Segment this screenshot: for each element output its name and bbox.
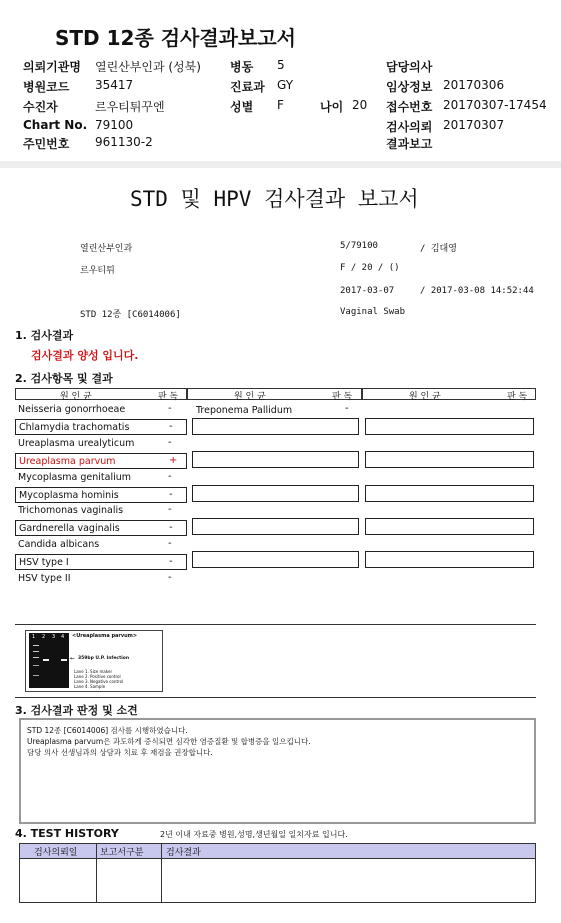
header-value: 르우티튀꾸엔	[95, 100, 165, 114]
gel-image-frame	[25, 630, 163, 692]
section4-note: 2년 이내 자료중 병원,성명,생년월일 일치자료 입니다.	[160, 830, 348, 839]
history-col-divider	[161, 844, 162, 902]
gel-band	[33, 675, 39, 676]
opinion-line-3: 담당 의사 선생님과의 상담과 치료 후 재검을 권장합니다.	[27, 748, 213, 757]
gel-legend-3: Lane 3. Negative control	[74, 679, 124, 684]
gel-divider	[15, 624, 536, 625]
result-item-name: Candida albicans	[18, 539, 100, 550]
opinion-line-2: Ureaplasma parvum은 과도하게 증식되면 심각한 염증질환 및 합병증을 일으킵니다.	[27, 737, 311, 746]
col2-header-name: 원 인 균	[234, 392, 266, 402]
result-item-name: Mycoplasma hominis	[19, 490, 119, 501]
col2-item-judge: -	[345, 403, 349, 414]
header-value: 20170307	[443, 118, 505, 132]
history-header-result: 검사결과	[166, 848, 201, 858]
col1-header-name: 원 인 균	[60, 392, 92, 402]
info-doctor: / 김대영	[420, 244, 457, 254]
header-value: 열린산부인과 (성북)	[95, 60, 201, 74]
header-value: 20170306	[443, 78, 505, 92]
result-item-name: Ureaplasma urealyticum	[18, 438, 135, 449]
gel-lane-4: 4	[61, 634, 65, 640]
header-value: 79100	[95, 118, 134, 132]
gel-legend-2: Lane 2. Positive control	[74, 674, 121, 679]
result-item-judge: -	[168, 471, 172, 482]
result-item-name: Chlamydia trachomatis	[19, 422, 130, 433]
result-item-name: Mycoplasma genitalium	[18, 472, 132, 483]
section3-title: 3. 검사결과 판정 및 소견	[15, 704, 138, 717]
result-item-judge: -	[169, 556, 173, 567]
result-item-name: HSV type II	[18, 573, 71, 584]
header-label: 의뢰기관명	[23, 60, 81, 74]
empty-result-box	[192, 485, 359, 502]
result-item-name: Ureaplasma parvum	[19, 456, 116, 467]
info-date-reported: / 2017-03-08 14:52:44	[420, 286, 534, 296]
result-item-judge: -	[168, 538, 172, 549]
result-item-name: Gardnerella vaginalis	[19, 523, 120, 534]
gel-band	[43, 659, 49, 661]
gel-legend-1: Lane 1. Size maker	[74, 669, 113, 674]
info-hospital: 열린산부인과	[80, 244, 133, 254]
report-title: STD 및 HPV 검사결과 보고서	[130, 187, 419, 211]
col3-header-name: 원 인 균	[409, 392, 441, 402]
result-item-judge: -	[168, 504, 172, 515]
gel-arrow-icon: ←	[70, 655, 76, 662]
report-header-title: STD 12종 검사결과보고서	[55, 26, 296, 50]
result-item-name: HSV type I	[19, 557, 69, 568]
empty-result-box	[192, 451, 359, 468]
empty-result-box	[365, 451, 534, 468]
col3-header-judge: 판 독	[507, 392, 528, 402]
header-value: 961130-2	[95, 135, 153, 149]
history-header-date: 검사의뢰일	[34, 848, 78, 858]
col2-item-name: Treponema Pallidum	[196, 405, 293, 416]
result-item-judge: -	[168, 403, 172, 414]
opinion-box	[19, 718, 536, 824]
section1-title: 1. 검사결과	[15, 329, 74, 342]
result-item-judge: -	[169, 421, 173, 432]
gel-band	[33, 645, 39, 646]
header-value: 20	[352, 98, 368, 112]
header-value: 20170307-17454	[443, 98, 547, 112]
result-item-row	[15, 436, 187, 452]
result-item-judge: -	[169, 489, 173, 500]
result-item-row	[15, 571, 187, 587]
result-item-name: Neisseria gonorrhoeae	[18, 404, 126, 415]
header-label: 검사의뢰	[386, 120, 433, 134]
result-item-judge: -	[168, 572, 172, 583]
section1-result: 검사결과 양성 입니다.	[31, 349, 139, 362]
header-label: 나이	[320, 100, 344, 114]
history-header-type: 보고서구분	[100, 848, 144, 858]
gel-arrow-label: 359bp U.P. Infection	[78, 656, 130, 661]
result-item-judge: -	[169, 522, 173, 533]
result-item-row	[15, 537, 187, 553]
header-value: 35417	[95, 78, 134, 92]
result-item-judge: +	[169, 455, 178, 466]
header-label: 병원코드	[23, 80, 70, 94]
header-label: 진료과	[230, 80, 265, 94]
info-sex-age: F / 20 / ()	[340, 263, 400, 273]
result-item-row	[15, 402, 187, 418]
header-label: 결과보고	[386, 137, 433, 151]
opinion-line-1: STD 12종 [C6014006] 검사를 시행하였습니다.	[27, 726, 188, 735]
header-label: 수진자	[23, 100, 58, 114]
gel-lane-2: 2	[42, 634, 46, 640]
header-label: Chart No.	[23, 118, 88, 132]
gel-title: <Ureaplasma parvum>	[72, 633, 138, 639]
header-label: 임상정보	[386, 80, 433, 94]
col2-header	[187, 388, 362, 400]
info-ward-doctor: 5/79100	[340, 241, 378, 251]
header-label: 병동	[230, 60, 254, 74]
empty-result-box	[365, 518, 534, 535]
section4-title: 4. TEST HISTORY	[15, 827, 119, 840]
result-item-row	[15, 419, 187, 435]
col1-header	[15, 388, 187, 400]
info-patient: 르우티튀	[80, 266, 115, 276]
col1-header-judge: 판 독	[158, 392, 179, 402]
gel-image	[29, 633, 69, 688]
history-table	[19, 843, 536, 903]
header-label: 성별	[230, 100, 254, 114]
section3-divider	[15, 697, 536, 698]
gel-band	[33, 657, 39, 658]
empty-result-box	[365, 418, 534, 435]
col3-header	[362, 388, 536, 400]
result-item-row	[15, 487, 187, 503]
section2-title: 2. 검사항목 및 결과	[15, 372, 113, 385]
section-separator	[0, 161, 561, 168]
header-value: F	[277, 98, 284, 112]
info-test-code: STD 12종 [C6014006]	[80, 310, 181, 320]
result-item-judge: -	[168, 437, 172, 448]
header-label: 접수번호	[386, 100, 433, 114]
empty-result-box	[365, 551, 534, 568]
header-value: 5	[277, 58, 285, 72]
gel-lane-1: 1	[32, 634, 36, 640]
header-value: GY	[277, 78, 294, 92]
empty-result-box	[192, 418, 359, 435]
result-item-row	[15, 554, 187, 570]
gel-band	[61, 659, 67, 661]
header-label: 담당의사	[386, 60, 433, 74]
history-col-divider	[96, 844, 97, 902]
empty-result-box	[365, 485, 534, 502]
header-label: 주민번호	[23, 137, 70, 151]
history-header-row	[20, 844, 535, 859]
gel-band	[33, 665, 39, 666]
result-item-row	[15, 470, 187, 486]
result-item-name: Trichomonas vaginalis	[18, 505, 124, 516]
col2-header-judge: 판 독	[332, 392, 353, 402]
result-item-row	[15, 453, 187, 469]
empty-result-box	[192, 518, 359, 535]
gel-band	[33, 651, 39, 652]
info-specimen: Vaginal Swab	[340, 307, 406, 317]
info-date-received: 2017-03-07	[340, 286, 395, 296]
empty-result-box	[192, 551, 359, 568]
gel-legend-4: Lane 4. Sample	[74, 684, 106, 689]
gel-lane-3: 3	[52, 634, 56, 640]
result-item-row	[15, 503, 187, 519]
result-item-row	[15, 520, 187, 536]
